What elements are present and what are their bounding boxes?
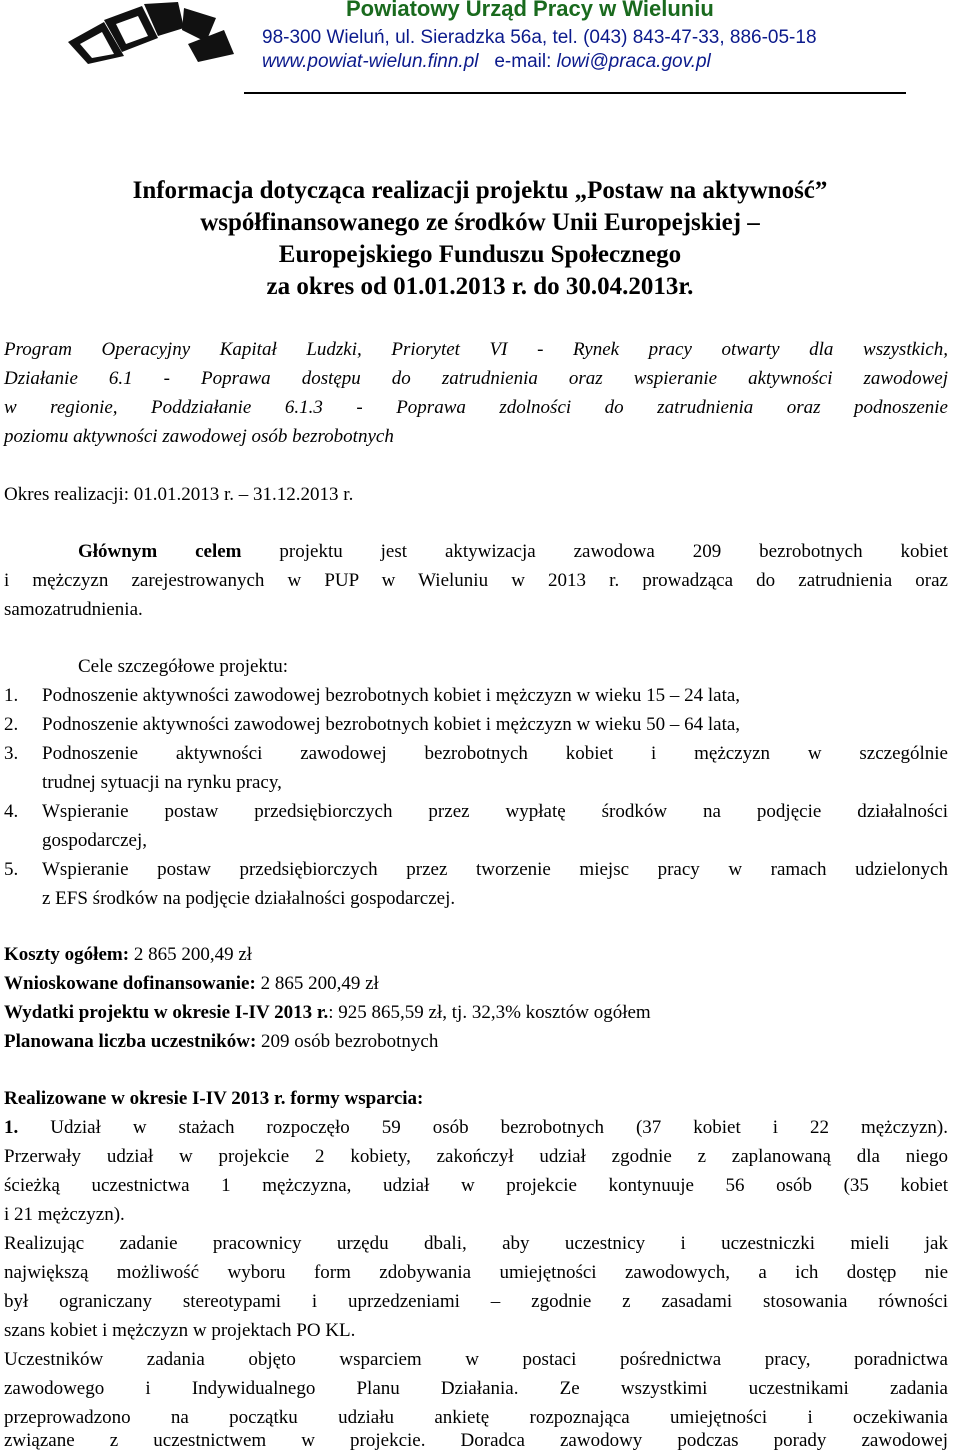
website-link[interactable]: www.powiat-wielun.finn.pl bbox=[262, 51, 479, 72]
project-expenses-label: Wydatki projektu w okresie I-IV 2013 r. bbox=[4, 1002, 329, 1023]
requested-funding bbox=[4, 969, 948, 998]
project-expenses bbox=[4, 998, 948, 1027]
goal-item-1: Podnoszenie aktywności zawodowej bezrobotnych kobiet i mężczyzn w wieku 15 – 24 lata, bbox=[42, 685, 741, 706]
support-p1-text: Udział w stażach rozpoczęło 59 osób bezrobotnych (37 kobiet i 22 mężczyzn). bbox=[18, 1117, 948, 1138]
support-p2-line-1: Realizując zadanie pracownicy urzędu dbali, aby uczestnicy i uczestniczki mieli jak bbox=[4, 1233, 948, 1254]
document-title-line-1: Informacja dotycząca realizacji projektu „Postaw na aktywność” bbox=[132, 177, 828, 204]
goal-number: 2. bbox=[4, 714, 19, 735]
main-goal-line-2: i mężczyzn zarejestrowanych w PUP w Wieluniu w 2013 r. prowadząca do zatrudnienia oraz bbox=[4, 570, 948, 591]
goal-number: 4. bbox=[4, 801, 19, 822]
document-title-line-3: Europejskiego Funduszu Społecznego bbox=[278, 241, 682, 268]
goal-number: 3. bbox=[4, 743, 19, 764]
support-p1-number: 1. bbox=[4, 1117, 19, 1138]
email-label: e-mail: bbox=[494, 51, 552, 72]
support-p2-line-4: szans kobiet i mężczyzn w projektach PO KL. bbox=[4, 1320, 356, 1341]
support-p2-line-3: był ograniczany stereotypami i uprzedzeniami – zgodnie z zasadami stosowania równości bbox=[4, 1291, 948, 1312]
support-p3-line-1: Uczestników zadania objęto wsparciem w postaci pośrednictwa pracy, poradnictwa bbox=[4, 1349, 948, 1370]
goal-item-2: Podnoszenie aktywności zawodowej bezrobotnych kobiet i mężczyzn w wieku 50 – 64 lata, bbox=[42, 714, 741, 735]
email-link[interactable]: lowi@praca.gov.pl bbox=[556, 51, 711, 72]
requested-funding-value: 2 865 200,49 zł bbox=[255, 973, 379, 994]
support-p1-line-2: Przerwały udział w projekcie 2 kobiety, zakończył udział zgodnie z zaplanowaną dla niego bbox=[4, 1146, 948, 1167]
support-heading: Realizowane w okresie I-IV 2013 r. formy wsparcia: bbox=[4, 1088, 424, 1109]
total-costs bbox=[4, 940, 948, 969]
goal-item-5-line-1: Wspieranie postaw przedsiębiorczych przez tworzenie miejsc pracy w ramach udzielonych bbox=[42, 859, 948, 880]
support-p3-line-4: związane z uczestnictwem w projekcie. Doradca zawodowy podczas porady zawodowej bbox=[4, 1430, 948, 1451]
goal-item-4-line-2: gospodarczej, bbox=[42, 830, 147, 851]
main-goal-text: projektu jest aktywizacja zawodowa 209 bezrobotnych kobiet bbox=[241, 541, 948, 562]
organization-contacts bbox=[262, 51, 711, 73]
support-p1-line-4: i 21 mężczyzn). bbox=[4, 1204, 125, 1225]
planned-participants bbox=[4, 1027, 948, 1056]
goal-item-3-line-2: trudnej sytuacji na rynku pracy, bbox=[42, 772, 282, 793]
support-p2-line-2: największą możliwość wyboru form zdobywania umiejętności zawodowych, a ich dostęp nie bbox=[4, 1262, 948, 1283]
program-line-1: Program Operacyjny Kapitał Ludzki, Priorytet VI - Rynek pracy otwarty dla wszystkich, bbox=[4, 339, 948, 360]
goal-item-3-line-1: Podnoszenie aktywności zawodowej bezrobotnych kobiet i mężczyzn w szczególnie bbox=[42, 743, 948, 764]
goal-item-5-line-2: z EFS środków na podjęcie działalności gospodarczej. bbox=[42, 888, 456, 909]
project-expenses-value: : 925 865,59 zł, tj. 32,3% kosztów ogółem bbox=[328, 1002, 651, 1023]
organization-address: 98-300 Wieluń, ul. Sieradzka 56a, tel. (043) 843-47-33, 886-05-18 bbox=[262, 27, 817, 48]
realization-period: Okres realizacji: 01.01.2013 r. – 31.12.2013 r. bbox=[4, 484, 354, 505]
goal-number: 5. bbox=[4, 859, 19, 880]
organization-name: Powiatowy Urząd Pracy w Wieluniu bbox=[346, 0, 714, 21]
program-line-4: poziomu aktywności zawodowej osób bezrobotnych bbox=[4, 426, 394, 447]
specific-goals-heading: Cele szczegółowe projektu: bbox=[78, 656, 288, 677]
total-costs-value: 2 865 200,49 zł bbox=[129, 944, 253, 965]
main-goal-line-3: samozatrudnienia. bbox=[4, 599, 143, 620]
planned-participants-label: Planowana liczba uczestników: bbox=[4, 1031, 257, 1052]
total-costs-label: Koszty ogółem: bbox=[4, 944, 130, 965]
requested-funding-label: Wnioskowane dofinansowanie: bbox=[4, 973, 256, 994]
office-logo bbox=[66, 2, 242, 66]
support-p3-line-3: przeprowadzono na początku udziału ankietę rozpoznająca umiejętności i oczekiwania bbox=[4, 1407, 948, 1428]
support-p3-line-2: zawodowego i Indywidualnego Planu Działania. Ze wszystkimi uczestnikami zadania bbox=[4, 1378, 948, 1399]
goal-number: 1. bbox=[4, 685, 19, 706]
document-title-line-2: współfinansowanego ze środków Unii Europejskiej – bbox=[200, 209, 760, 236]
main-goal-line-1 bbox=[78, 537, 948, 566]
program-line-2: Działanie 6.1 - Poprawa dostępu do zatrudnienia oraz wspieranie aktywności zawodowej bbox=[4, 368, 948, 389]
program-line-3: w regionie, Poddziałanie 6.1.3 - Poprawa zdolności do zatrudnienia oraz podnoszenie bbox=[4, 397, 948, 418]
document-title-line-4: za okres od 01.01.2013 r. do 30.04.2013r. bbox=[266, 273, 694, 300]
main-goal-label: Głównym celem bbox=[78, 541, 242, 562]
support-p1-line-3: ścieżką uczestnictwa 1 mężczyzna, udział w projekcie kontynuuje 56 osób (35 kobiet bbox=[4, 1175, 948, 1196]
goal-item-4-line-1: Wspieranie postaw przedsiębiorczych przez wypłatę środków na podjęcie działalności bbox=[42, 801, 948, 822]
header-divider bbox=[244, 92, 906, 94]
support-p1-line-1 bbox=[4, 1113, 948, 1142]
planned-participants-value: 209 osób bezrobotnych bbox=[256, 1031, 439, 1052]
